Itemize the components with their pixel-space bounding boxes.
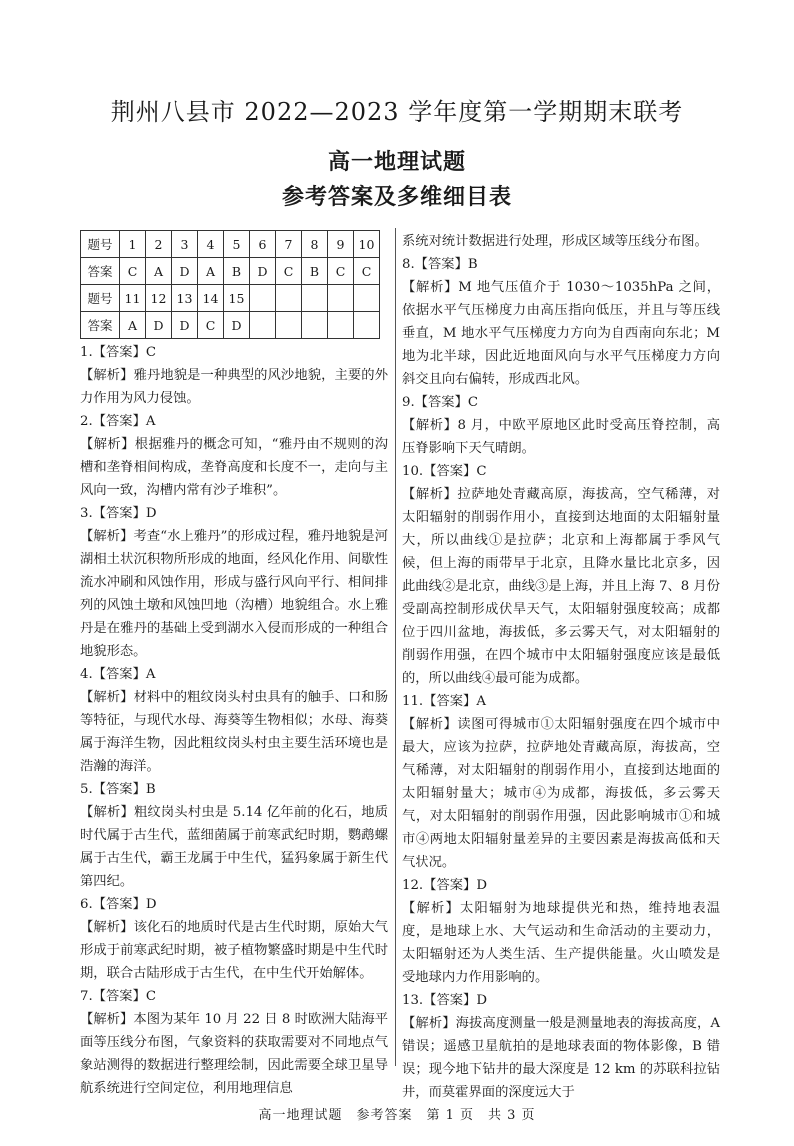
answer-table-row-answers-1	[81, 258, 380, 285]
answer-item	[80, 341, 388, 410]
answer-explanation: 【解析】读图可得城市①太阳辐射强度在四个城市中最大，应该为拉萨，拉萨地处青藏高原，海拔高，空气稀薄，对太阳辐射的削弱作用小，直接到达地面的太阳辐射量大；城市④为成都，海拔低，多云雾天气，对太阳辐射的削弱作用强，因此影响城市①和城市④两地太阳辐射量差异的主要因素是海拔高低和天气状况。	[402, 717, 720, 870]
answer-item	[80, 663, 388, 778]
answer-table-row-answers-2	[81, 312, 380, 339]
answer-item	[402, 989, 720, 1104]
answer-heading: 1.【答案】C	[80, 345, 157, 360]
answer-table-cell	[250, 285, 276, 312]
answer-item	[80, 985, 388, 1100]
answer-table-cell: 10	[354, 231, 380, 258]
answer-heading: 12.【答案】D	[402, 878, 487, 893]
answer-heading: 6.【答案】D	[80, 897, 157, 912]
document-subtitle-answers: 参考答案及多维细目表	[281, 184, 512, 210]
answer-table-cell: A	[120, 312, 146, 339]
answer-table-cell: 13	[172, 285, 198, 312]
answer-table-cell: 11	[120, 285, 146, 312]
answer-table-cell: A	[146, 258, 172, 285]
answer-table-cell: C	[120, 258, 146, 285]
column-divider	[395, 228, 396, 1066]
answer-explanation: 【解析】海拔高度测量一般是测量地表的海拔高度，A 错误；遥感卫星航拍的是地球表面的物体影像，B 错误；现今地下钻井的最大深度是 12 km 的苏联科拉钻井，而莫霍界面的深度远大于	[402, 1016, 720, 1100]
answer-table-cell	[302, 285, 328, 312]
answer-item	[80, 502, 388, 663]
answer-table-cell: 5	[224, 231, 250, 258]
answer-table-label: 答案	[81, 312, 120, 339]
answer-item	[402, 460, 720, 690]
page-footer: 高一地理试题 参考答案 第 1 页 共 3 页	[258, 1108, 536, 1123]
answer-item	[80, 893, 388, 985]
answer-explanation: 【解析】M 地气压值介于 1030～1035hPa 之间，依据水平气压梯度力由高压指向低压，并且与等压线垂直，M 地水平气压梯度力方向为自西南向东北；M 地为北半球，因此近地面风向与水平气压梯度力方向斜交且向右偏转，形成西北风。	[402, 280, 720, 387]
answer-table-cell: C	[198, 312, 224, 339]
answer-table-cell: B	[302, 258, 328, 285]
answer-heading: 4.【答案】A	[80, 667, 156, 682]
answer-table-cell: D	[172, 258, 198, 285]
answer-table-cell	[276, 312, 302, 339]
answer-heading: 13.【答案】D	[402, 993, 487, 1008]
answer-table-cell	[354, 312, 380, 339]
answer-heading: 2.【答案】A	[80, 414, 156, 429]
answer-table	[80, 230, 380, 339]
answer-table-label: 题号	[81, 231, 120, 258]
answer-table-cell: C	[354, 258, 380, 285]
document-title: 荆州八县市 2022—2023 学年度第一学期期末联考	[110, 98, 684, 126]
answer-item	[80, 410, 388, 502]
answer-table-cell: B	[224, 258, 250, 285]
answer-table-cell	[276, 285, 302, 312]
answer-table-cell	[354, 285, 380, 312]
answer-explanation: 【解析】太阳辐射为地球提供光和热，维持地表温度，是地球上水、大气运动和生命活动的主要动力，太阳辐射还为人类生活、生产提供能量。火山喷发是受地球内力作用影响的。	[402, 901, 720, 985]
answer-explanation: 【解析】本图为某年 10 月 22 日 8 时欧洲大陆海平面等压线分布图，气象资料的获取需要对不同地点气象站测得的数据进行整理绘制，因此需要全球卫星导航系统进行空间定位，利用地理信息	[80, 1012, 388, 1096]
answer-explanation: 【解析】根据雅丹的概念可知，“雅丹由不规则的沟槽和垄脊相间构成，垄脊高度和长度不一，走向与主风向一致，沟槽内常有沙子堆积”。	[80, 437, 388, 498]
answer-table-cell: 8	[302, 231, 328, 258]
answer-table-cell: C	[328, 258, 354, 285]
answer-explanation: 【解析】雅丹地貌是一种典型的风沙地貌，主要的外力作用为风力侵蚀。	[80, 368, 388, 406]
answer-table-cell: A	[198, 258, 224, 285]
answer-table-cell	[328, 312, 354, 339]
answer-explanation: 【解析】材料中的粗纹岗头村虫具有的触手、口和肠等特征，与现代水母、海葵等生物相似；水母、海葵属于海洋生物，因此粗纹岗头村虫主要生活环境也是浩瀚的海洋。	[80, 690, 388, 774]
answer-explanation: 【解析】该化石的地质时代是古生代时期，原始大气形成于前寒武纪时期，被子植物繁盛时期是中生代时期，联合古陆形成于古生代，在中生代开始解体。	[80, 920, 388, 981]
right-column	[402, 230, 720, 1104]
answer-item	[402, 253, 720, 391]
answer-heading: 7.【答案】C	[80, 989, 157, 1004]
answer-table-cell: C	[276, 258, 302, 285]
left-column	[80, 230, 388, 1100]
answer-table-cell: 1	[120, 231, 146, 258]
answer-table-cell: 4	[198, 231, 224, 258]
answer-table-cell: D	[146, 312, 172, 339]
answer-table-label: 答案	[81, 258, 120, 285]
answer-table-cell	[328, 285, 354, 312]
answer-explanation: 【解析】8 月，中欧平原地区此时受高压脊控制，高压脊影响下天气晴朗。	[402, 418, 720, 456]
answer-item	[402, 874, 720, 989]
answer-item	[402, 690, 720, 874]
answer-table-cell: 3	[172, 231, 198, 258]
answer-table-cell: 15	[224, 285, 250, 312]
answer-table-cell: D	[224, 312, 250, 339]
answer-table-cell: 9	[328, 231, 354, 258]
document-subtitle: 高一地理试题	[327, 149, 466, 175]
answer-table-cell: 6	[250, 231, 276, 258]
answer-table-cell: 7	[276, 231, 302, 258]
answer-explanation: 系统对统计数据进行处理，形成区域等压线分布图。	[402, 234, 708, 249]
answer-table-cell: D	[172, 312, 198, 339]
answer-heading: 8.【答案】B	[402, 257, 478, 272]
answer-explanation: 【解析】拉萨地处青藏高原，海拔高，空气稀薄，对太阳辐射的削弱作用小，直接到达地面的太阳辐射量大，所以曲线①是拉萨；北京和上海都属于季风气候，但上海的雨带早于北京，且降水量比北京多，因此曲线②是北京，曲线③是上海，并且上海 7、8 月份受副高控制形成伏旱天气，太阳辐射强度较高；成都位于四川盆地，海拔低，多云雾天气，对太阳辐射的削弱作用强，在四个城市中太阳辐射强度应该是最低的，所以曲线④最可能为成都。	[402, 487, 720, 686]
answer-item-continued	[402, 230, 720, 253]
answer-table-cell	[250, 312, 276, 339]
answer-item	[80, 778, 388, 893]
answer-table-label: 题号	[81, 285, 120, 312]
answer-table-row-questions-2	[81, 285, 380, 312]
answer-table-cell: D	[250, 258, 276, 285]
answer-table-cell: 14	[198, 285, 224, 312]
answer-explanation: 【解析】考查“水上雅丹”的形成过程，雅丹地貌是河湖相土状沉积物所形成的地面，经风化作用、间歇性流水冲刷和风蚀作用，形成与盛行风向平行、相间排列的风蚀土墩和风蚀凹地（沟槽）地貌组合。水上雅丹是在雅丹的基础上受到湖水入侵而形成的一种组合地貌形态。	[80, 529, 388, 659]
answer-heading: 5.【答案】B	[80, 782, 156, 797]
answer-heading: 3.【答案】D	[80, 506, 157, 521]
answer-explanation: 【解析】粗纹岗头村虫是 5.14 亿年前的化石，地质时代属于古生代，蓝细菌属于前寒武纪时期，鹦鹉螺属于古生代，霸王龙属于中生代，猛犸象属于新生代第四纪。	[80, 805, 388, 889]
answer-item	[402, 391, 720, 460]
answer-table-cell: 12	[146, 285, 172, 312]
answer-heading: 10.【答案】C	[402, 464, 487, 479]
answer-table-cell	[302, 312, 328, 339]
answer-heading: 9.【答案】C	[402, 395, 479, 410]
answer-table-row-questions-1	[81, 231, 380, 258]
answer-table-cell: 2	[146, 231, 172, 258]
answer-heading: 11.【答案】A	[402, 694, 486, 709]
